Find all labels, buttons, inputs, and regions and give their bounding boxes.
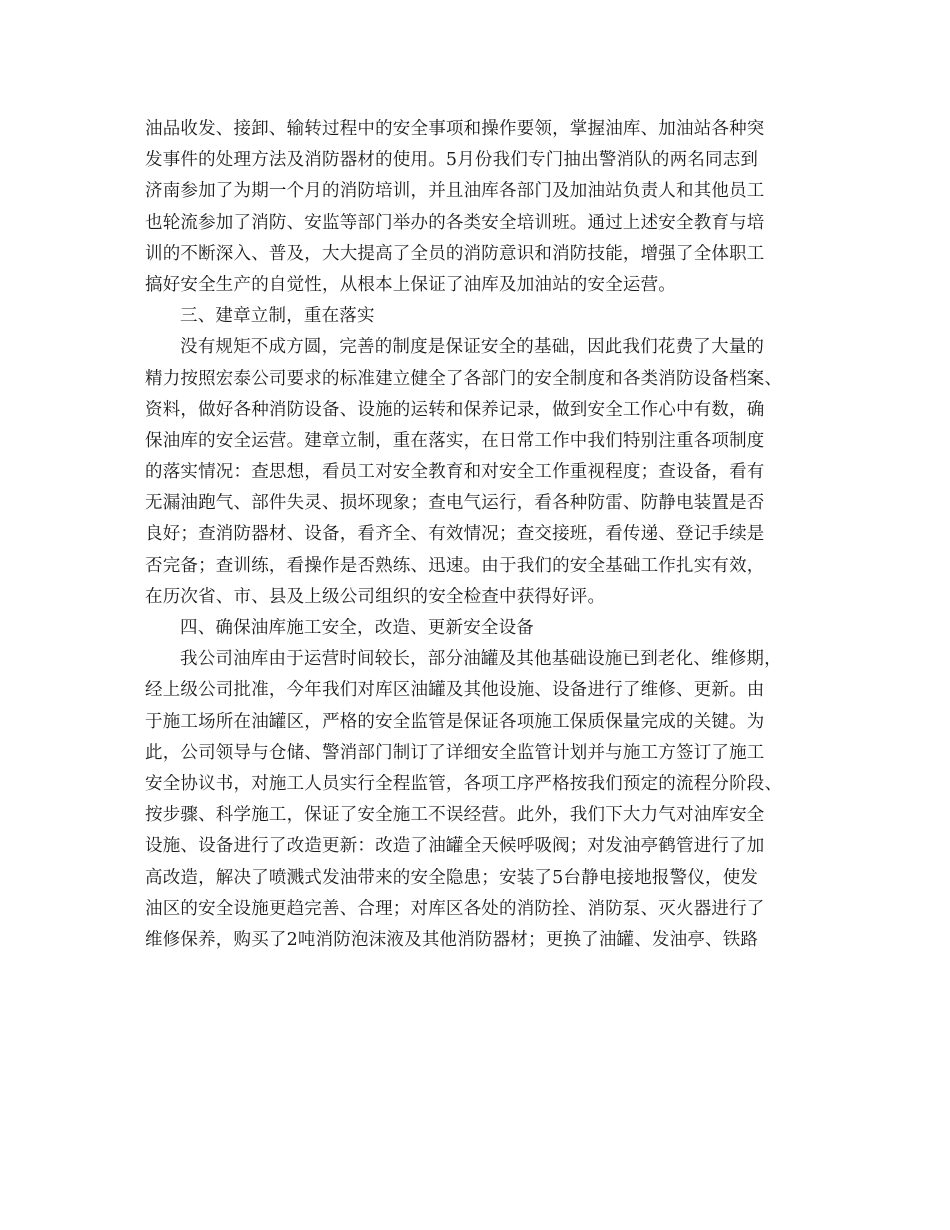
paragraph-line: 也轮流参加了消防、安监等部门举办的各类安全培训班。通过上述安全教育与培 [145, 212, 765, 233]
paragraph-line: 于施工场所在油罐区，严格的安全监管是保证各项施工保质保量完成的关键。为 [145, 711, 765, 732]
paragraph-line: 经上级公司批准，今年我们对库区油罐及其他设施、设备进行了维修、更新。由 [145, 680, 765, 701]
paragraph-line: 训的不断深入、普及，大大提高了全员的消防意识和消防技能，增强了全体职工 [145, 243, 765, 264]
paragraph-line: 安全协议书，对施工人员实行全程监管，各项工序严格按我们预定的流程分阶段、 [145, 773, 783, 794]
paragraph-line: 此，公司领导与仓储、警消部门制订了详细安全监管计划并与施工方签订了施工 [145, 742, 765, 763]
paragraph-line: 在历次省、市、县及上级公司组织的安全检查中获得好评。 [145, 586, 606, 607]
paragraph-first-line: 没有规矩不成方圆，完善的制度是保证安全的基础，因此我们花费了大量的 [180, 337, 765, 358]
paragraph-line: 精力按照宏泰公司要求的标准建立健全了各部门的安全制度和各类消防设备档案、 [145, 368, 783, 389]
paragraph-line: 否完备；查训练，看操作是否熟练、迅速。由于我们的安全基础工作扎实有效， [145, 555, 765, 576]
paragraph-first-line: 我公司油库由于运营时间较长，部分油罐及其他基础设施已到老化、维修期， [180, 649, 782, 670]
paragraph-line: 济南参加了为期一个月的消防培训，并且油库各部门及加油站负责人和其他员工 [145, 181, 765, 202]
paragraph-line: 高改造，解决了喷溅式发油带来的安全隐患；安装了5台静电接地报警仪，使发 [145, 867, 759, 888]
paragraph-line: 的落实情况：查思想，看员工对安全教育和对安全工作重视程度；查设备，看有 [145, 462, 765, 483]
paragraph-line: 无漏油跑气、部件失灵、损坏现象；查电气运行，看各种防雷、防静电装置是否 [145, 493, 765, 514]
paragraph-line: 设施、设备进行了改造更新：改造了油罐全天候呼吸阀；对发油亭鹤管进行了加 [145, 836, 765, 857]
paragraph-line: 资料，做好各种消防设备、设施的运转和保养记录，做到安全工作心中有数，确 [145, 399, 765, 420]
paragraph-line: 按步骤、科学施工，保证了安全施工不误经营。此外，我们下大力气对油库安全 [145, 805, 765, 826]
paragraph-line: 油区的安全设施更趋完善、合理；对库区各处的消防拴、消防泵、灭火器进行了 [145, 898, 765, 919]
paragraph-line: 维修保养，购买了2吨消防泡沫液及其他消防器材；更换了油罐、发油亭、铁路 [145, 929, 759, 950]
paragraph-first-line: 三、建章立制，重在落实 [180, 306, 375, 327]
paragraph-line: 保油库的安全运营。建章立制，重在落实，在日常工作中我们特别注重各项制度 [145, 430, 765, 451]
paragraph-first-line: 四、确保油库施工安全，改造、更新安全设备 [180, 618, 534, 638]
document-body [145, 114, 815, 956]
paragraph-line: 油品收发、接卸、输转过程中的安全事项和操作要领，掌握油库、加油站各种突 [145, 119, 765, 139]
paragraph-line: 搞好安全生产的自觉性，从根本上保证了油库及加油站的安全运营。 [145, 274, 676, 295]
paragraph-line: 发事件的处理方法及消防器材的使用。5月份我们专门抽出警消队的两名同志到 [145, 150, 759, 171]
paragraph-line: 良好；查消防器材、设备，看齐全、有效情况；查交接班，看传递、登记手续是 [145, 524, 765, 545]
